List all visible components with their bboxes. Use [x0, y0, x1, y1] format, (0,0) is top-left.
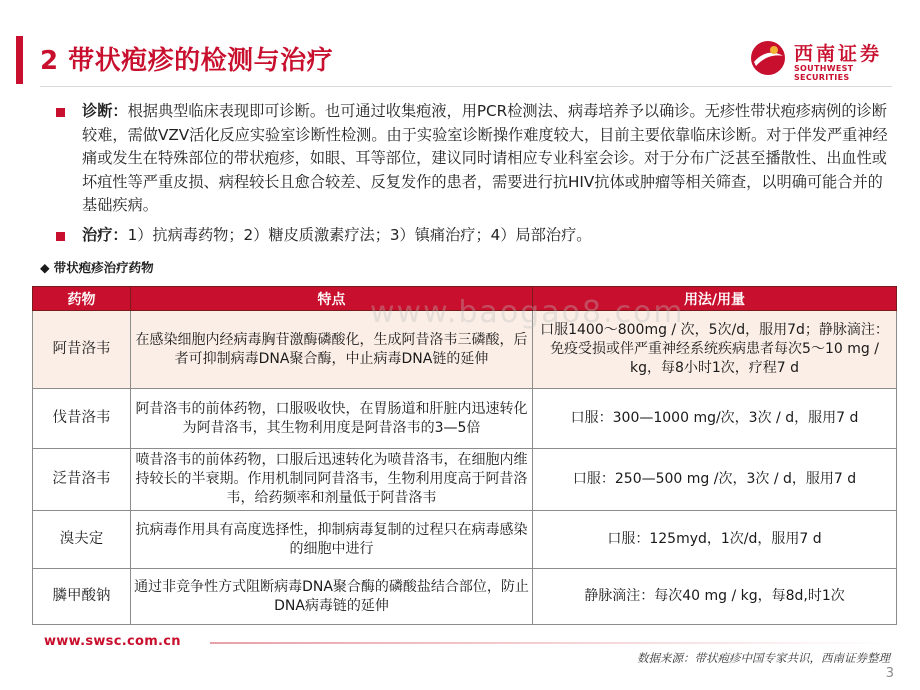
drug-feature: 抗病毒作用具有高度选择性，抑制病毒复制的过程只在病毒感染的细胞中进行	[131, 511, 533, 569]
bullet-square-icon	[56, 108, 65, 117]
drug-usage: 口服：300—1000 mg/次，3次 / d，服用7 d	[533, 389, 897, 449]
drug-name: 伐昔洛韦	[33, 389, 131, 449]
column-header-usage: 用法/用量	[533, 287, 897, 311]
table-header-row	[33, 287, 897, 311]
drug-name: 泛昔洛韦	[33, 449, 131, 511]
logo-english-name: SOUTHWEST SECURITIES	[794, 64, 854, 82]
medication-table	[32, 286, 897, 625]
title-accent-bar	[16, 36, 23, 84]
drug-name: 膦甲酸钠	[33, 569, 131, 625]
footer-url[interactable]: www.swsc.com.cn	[44, 634, 181, 649]
drug-name: 溴夫定	[33, 511, 131, 569]
bullet-list	[56, 100, 896, 247]
logo-chinese-name: 西南证券	[794, 43, 883, 65]
company-logo	[748, 38, 890, 82]
title-divider	[40, 86, 892, 87]
logo-mark-icon	[748, 38, 788, 78]
table-row	[33, 389, 897, 449]
drug-name: 阿昔洛韦	[33, 311, 131, 389]
bullet-text: 1）抗病毒药物；2）糖皮质激素疗法；3）镇痛治疗；4）局部治疗。	[127, 225, 592, 244]
bullet-square-icon	[56, 232, 65, 241]
watermark: www.baogao8.com	[370, 295, 685, 330]
drug-usage: 口服：250—500 mg /次，3次 / d，服用7 d	[533, 449, 897, 511]
table-row	[33, 449, 897, 511]
drug-usage: 静脉滴注：每次40 mg / kg，每8d,时1次	[533, 569, 897, 625]
column-header-feature: 特点	[131, 287, 533, 311]
diamond-icon: ◆	[40, 260, 50, 275]
drug-feature: 喷昔洛韦的前体药物，口服后迅速转化为喷昔洛韦，在细胞内维持较长的半衰期。作用机制同阿昔洛韦，生物利用度高于阿昔洛韦，给药频率和剂量低于阿昔洛韦	[131, 449, 533, 511]
page-title: 2 带状疱疹的检测与治疗	[40, 46, 334, 76]
bullet-keyword: 治疗：	[82, 225, 128, 244]
bullet-text: 根据典型临床表现即可诊断。也可通过收集疱液，用PCR检测法、病毒培养予以确诊。无疹性带状疱疹病例的诊断较难，需做VZV活化反应实验室诊断性检测。由于实验室诊断操作难度较大，目前主要依靠临床诊断。对于伴发严重神经痛或发生在特殊部位的带状疱疹，如眼、耳等部位，建议同时请相应专业科室会诊。对于分布广泛甚至播散性、出血性或坏疽性等严重皮损、病程较长且愈合较差、反复发作的患者，需要进行抗HIV抗体或肿瘤等相关筛查，以明确可能合并的基础疾病。	[82, 102, 888, 214]
table-caption	[40, 258, 154, 276]
bullet-keyword: 诊断：	[82, 102, 128, 120]
table-row	[33, 311, 897, 389]
drug-feature: 通过非竞争性方式阻断病毒DNA聚合酶的磷酸盐结合部位，防止DNA病毒链的延伸	[131, 569, 533, 625]
data-source-note: 数据来源：带状疱疹中国专家共识，西南证券整理	[637, 651, 890, 665]
bullet-treatment	[56, 224, 896, 248]
table-row	[33, 569, 897, 625]
drug-usage: 口服：125myd，1次/d，服用7 d	[533, 511, 897, 569]
bullet-diagnosis	[56, 100, 896, 218]
table-row	[33, 511, 897, 569]
drug-usage: 口服1400～800mg / 次，5次/d，服用7d；静脉滴注：免疫受损或伴严重神经系统疾病患者每次5～10 mg / kg，每8小时1次，疗程7 d	[533, 311, 897, 389]
table-caption-text: 带状疱疹治疗药物	[53, 260, 154, 275]
drug-feature: 阿昔洛韦的前体药物，口服吸收快，在胃肠道和肝脏内迅速转化为阿昔洛韦，其生物利用度是阿昔洛韦的3—5倍	[131, 389, 533, 449]
footer-divider	[210, 642, 890, 644]
drug-feature: 在感染细胞内经病毒胸苷激酶磷酸化，生成阿昔洛韦三磷酸，后者可抑制病毒DNA聚合酶，中止病毒DNA链的延伸	[131, 311, 533, 389]
page-number: 3	[885, 666, 894, 681]
column-header-drug: 药物	[33, 287, 131, 311]
